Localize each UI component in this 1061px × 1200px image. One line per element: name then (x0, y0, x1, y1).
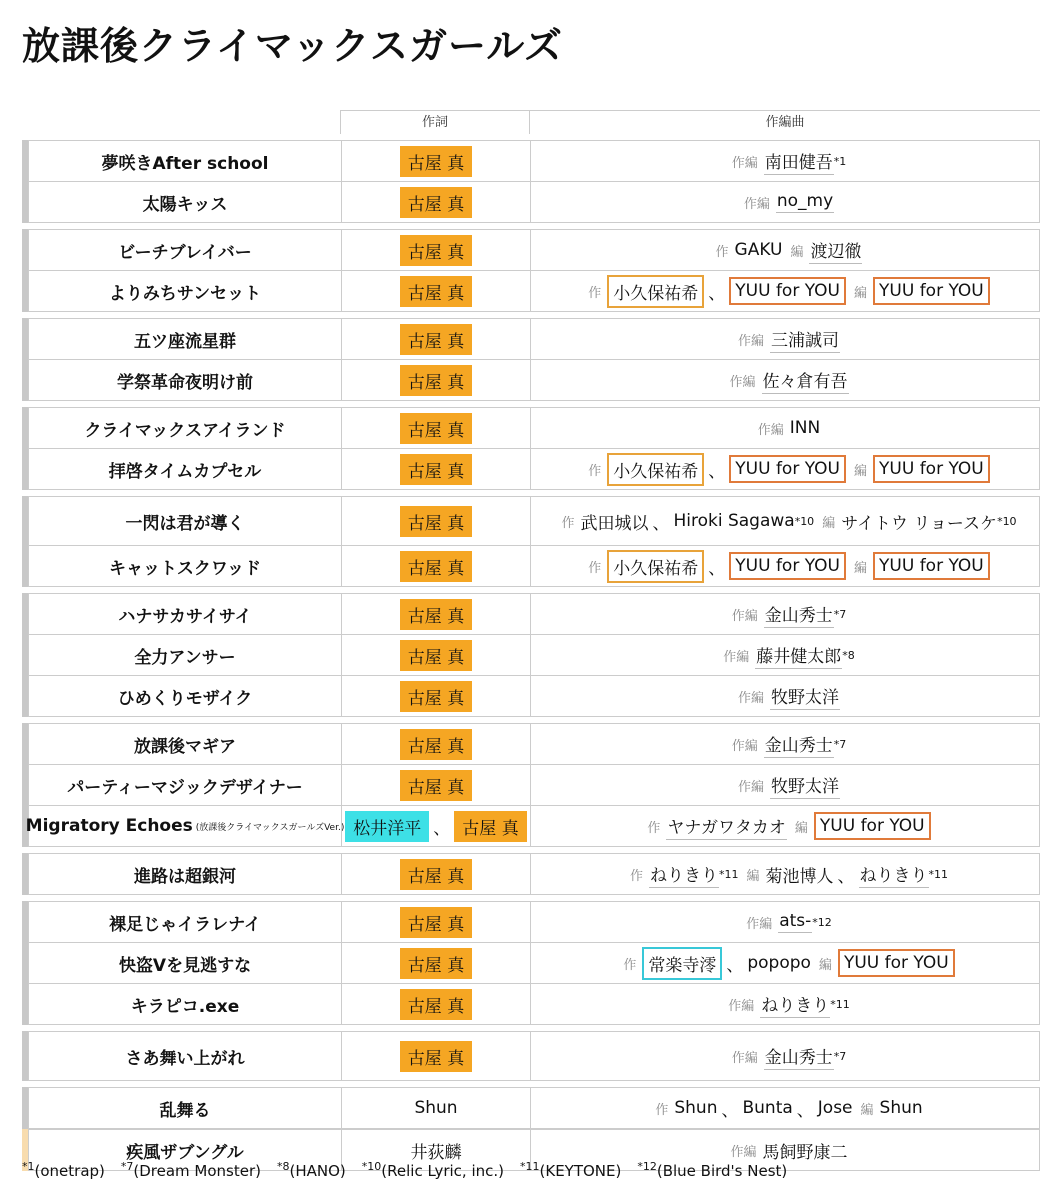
lyricist-cell (341, 182, 530, 222)
song-title: 太陽キッス (142, 194, 228, 215)
composer-name: YUU for YOU (873, 455, 990, 483)
credit-role: 編 (854, 463, 868, 479)
table-row (28, 676, 1040, 717)
credit-role: 作編 (731, 155, 758, 171)
composer-name: Bunta (742, 1098, 793, 1118)
composer-cell (530, 765, 1040, 805)
footnote-mark: *11 (719, 867, 739, 881)
table-row (28, 765, 1040, 806)
lyricist-name: Shun (414, 1098, 458, 1118)
composer-cell (530, 724, 1040, 764)
table-row (28, 546, 1040, 587)
footnote-label: (Relic Lyric, inc.) (381, 1162, 504, 1180)
song-title-cell (28, 182, 341, 222)
composer-name: Jose (817, 1098, 853, 1118)
lyricist-name: 古屋 真 (400, 599, 472, 630)
footnote-mark: *7 (833, 607, 847, 621)
composer-name: YUU for YOU (873, 552, 990, 580)
lyricist-name: 古屋 真 (400, 989, 472, 1020)
composer-cell (530, 806, 1040, 846)
separator: 、 (796, 1100, 814, 1121)
song-title: ビーチブレイバー (118, 242, 252, 263)
credit-role: 作 (715, 244, 729, 260)
separator: 、 (726, 955, 744, 976)
song-title-cell (28, 230, 341, 270)
song-group (22, 723, 1040, 847)
song-title: クライマックスアイランド (84, 420, 286, 441)
table-row (28, 635, 1040, 676)
credit-role: 作 (561, 515, 575, 531)
footnote-mark: *11 (830, 997, 850, 1011)
song-group (22, 593, 1040, 717)
lyricist-name: 古屋 真 (400, 948, 472, 979)
lyricist-cell (341, 943, 530, 983)
composer-name: サイトウ リョースケ (841, 513, 998, 534)
composer-cell (530, 984, 1040, 1024)
separator: 、 (708, 461, 726, 482)
table-row (28, 593, 1040, 635)
lyricist-name: 井荻麟 (410, 1142, 462, 1163)
song-title-cell (28, 408, 341, 448)
lyricist-cell (341, 271, 530, 311)
footnote-mark: *8 (842, 648, 855, 662)
composer-name: 馬飼野康二 (762, 1142, 848, 1163)
composer-name: 小久保祐希 (607, 550, 704, 583)
lyricist-cell (341, 449, 530, 489)
composer-name: Shun (879, 1098, 923, 1118)
footnote-mark: *12 (637, 1160, 657, 1173)
footnote (362, 1162, 504, 1180)
footnote-mark: *7 (833, 1049, 847, 1063)
composer-cell (530, 635, 1040, 675)
composer-cell (530, 1088, 1040, 1128)
song-title-cell (28, 676, 341, 716)
composer-name: 渡辺徹 (809, 237, 862, 264)
credit-role: 作 (588, 285, 602, 301)
composer-name: 藤井健太郎 (755, 642, 842, 669)
composer-cell (530, 182, 1040, 222)
song-title: キラピコ.exe (130, 996, 240, 1017)
composer-name: popopo (747, 953, 811, 973)
composer-name: 小久保祐希 (607, 275, 704, 308)
lyricist-name: 古屋 真 (400, 506, 472, 537)
credit-role: 編 (818, 957, 832, 973)
lyricist-name: 古屋 真 (400, 187, 472, 218)
credit-role: 作 (629, 868, 643, 884)
footnote-mark: *7 (120, 1160, 134, 1173)
song-title: Migratory Echoes (25, 816, 193, 836)
credit-role: 作編 (729, 374, 756, 390)
credit-role: 作編 (737, 333, 764, 349)
composer-name: 牧野太洋 (770, 772, 840, 799)
song-subtitle: (放課後クライマックスガールズVer.) (195, 822, 345, 833)
lyricist-cell (341, 676, 530, 716)
song-title: さあ舞い上がれ (125, 1048, 245, 1069)
credit-role: 編 (746, 868, 760, 884)
composer-cell (530, 497, 1040, 545)
credit-role: 作編 (730, 1144, 757, 1160)
table-row (28, 901, 1040, 943)
song-title: よりみちサンセット (108, 283, 262, 304)
composer-name: 佐々倉有吾 (762, 367, 849, 394)
header-spacer (22, 110, 340, 134)
composer-name: Shun (674, 1098, 718, 1118)
composer-name: 金山秀士 (764, 601, 834, 628)
footnote-mark: *10 (794, 514, 815, 528)
separator: 、 (433, 818, 451, 839)
credit-role: 編 (822, 515, 836, 531)
song-title-cell (28, 635, 341, 675)
footnote-mark: *11 (520, 1160, 540, 1173)
lyricist-name: 古屋 真 (400, 859, 472, 890)
composer-cell (530, 271, 1040, 311)
composer-cell (530, 902, 1040, 942)
lyricist-name: 古屋 真 (454, 811, 526, 842)
composer-name: ヤナガワタカオ (666, 813, 787, 840)
song-title: 乱舞る (159, 1100, 211, 1121)
composer-cell (530, 943, 1040, 983)
footnote (121, 1162, 261, 1180)
lyricist-name: 古屋 真 (400, 365, 472, 396)
credit-role: 作編 (737, 690, 764, 706)
song-group (22, 1087, 1040, 1129)
credit-role: 編 (790, 244, 804, 260)
footnote-label: (Dream Monster) (133, 1162, 262, 1180)
footnote-label: (Blue Bird's Nest) (656, 1162, 788, 1180)
song-title: 拝啓タイムカプセル (108, 461, 262, 482)
song-title-cell (28, 546, 341, 586)
lyricist-name: 古屋 真 (400, 235, 472, 266)
composer-name: 金山秀士 (764, 1043, 834, 1070)
credit-role: 編 (860, 1102, 874, 1118)
lyricist-cell (341, 497, 530, 545)
song-group (22, 1031, 1040, 1081)
song-title-cell (25, 806, 345, 846)
lyricist-name: 古屋 真 (400, 454, 472, 485)
song-title: キャットスクワッド (109, 558, 261, 579)
composer-name: YUU for YOU (729, 455, 846, 483)
credit-role: 作編 (737, 779, 764, 795)
composer-cell (530, 676, 1040, 716)
composer-name: INN (789, 418, 821, 438)
lyricist-name: 古屋 真 (400, 413, 472, 444)
song-title: 一閃は君が導く (125, 513, 245, 534)
composer-name: 三浦誠司 (770, 326, 840, 353)
song-title: 放課後マギア (134, 736, 236, 757)
lyricist-name: 古屋 真 (400, 146, 472, 177)
credit-role: 作編 (728, 998, 755, 1014)
credit-role: 編 (854, 560, 868, 576)
table-row (28, 318, 1040, 360)
footnote-label: (onetrap) (34, 1162, 105, 1180)
lyricist-name: 古屋 真 (400, 681, 472, 712)
footnote-mark: *11 (928, 867, 949, 881)
lyricist-cell (341, 1088, 530, 1128)
song-title-cell (28, 141, 341, 181)
song-group (22, 229, 1040, 312)
composer-name: 菊池博人 (765, 866, 834, 887)
song-title: 裸足じゃイラレナイ (109, 914, 261, 935)
song-title: 学祭革命夜明け前 (117, 372, 253, 393)
song-title: 快盗Vを見逃すな (118, 955, 252, 976)
lyricist-name: 松井洋平 (345, 811, 429, 842)
credit-role: 作 (588, 560, 602, 576)
composer-name: 常楽寺澪 (642, 947, 722, 980)
song-group (22, 853, 1040, 895)
song-title-cell (28, 319, 341, 359)
table-row (28, 723, 1040, 765)
lyricist-cell (341, 408, 530, 448)
credit-role: 作編 (757, 422, 784, 438)
song-title-cell (28, 854, 341, 894)
table-row (28, 271, 1040, 312)
composer-name: ねりきり (760, 991, 830, 1018)
table-row (28, 229, 1040, 271)
song-group (22, 407, 1040, 490)
footnote (277, 1162, 346, 1180)
composer-name: YUU for YOU (873, 277, 990, 305)
table-row (28, 1031, 1040, 1081)
table-row (28, 360, 1040, 401)
footnote-mark: *12 (812, 915, 832, 929)
composer-cell (530, 854, 1040, 894)
song-title-cell (28, 984, 341, 1024)
lyricist-cell (341, 230, 530, 270)
composer-name: no_my (776, 191, 834, 211)
song-title: 五ツ座流星群 (134, 331, 236, 352)
lyricist-name: 古屋 真 (400, 640, 472, 671)
credit-role: 編 (854, 285, 868, 301)
composer-cell (530, 546, 1040, 586)
lyricist-name: 古屋 真 (400, 1041, 472, 1072)
table-row (28, 407, 1040, 449)
composer-name: ats- (779, 911, 812, 931)
table-row (28, 182, 1040, 223)
table-row (28, 943, 1040, 984)
song-title: 夢咲きAfter school (101, 153, 269, 174)
song-title-cell (28, 765, 341, 805)
table-row (28, 496, 1040, 546)
lyricist-name: 古屋 真 (400, 324, 472, 355)
song-title-cell (28, 1088, 341, 1128)
composer-name: 武田城以 (580, 513, 649, 534)
footnote (637, 1162, 787, 1180)
composer-name: YUU for YOU (814, 812, 931, 840)
table-row (28, 984, 1040, 1025)
composer-name: 牧野太洋 (770, 683, 840, 710)
credit-role: 作 (647, 820, 661, 836)
lyricist-name: 古屋 真 (400, 276, 472, 307)
lyricist-cell (341, 546, 530, 586)
composer-cell (530, 319, 1040, 359)
table-row (28, 140, 1040, 182)
lyricist-cell (341, 1032, 530, 1080)
table-header (22, 110, 1040, 134)
separator: 、 (708, 283, 726, 304)
footnote (520, 1162, 621, 1180)
separator: 、 (721, 1100, 739, 1121)
footnote-mark: *10 (361, 1160, 382, 1173)
footnote-mark: *8 (277, 1160, 290, 1173)
composer-name: 金山秀士 (764, 731, 834, 758)
composer-cell (530, 141, 1040, 181)
lyricist-name: 古屋 真 (400, 907, 472, 938)
composer-cell (530, 594, 1040, 634)
footnote-mark: *1 (833, 154, 847, 168)
lyricist-cell (341, 724, 530, 764)
composer-name: GAKU (734, 240, 783, 260)
song-group (22, 318, 1040, 401)
footnote-mark: *1 (22, 1160, 35, 1173)
song-title-cell (28, 594, 341, 634)
song-title-cell (28, 902, 341, 942)
lyricist-name: 古屋 真 (400, 770, 472, 801)
song-title-cell (28, 449, 341, 489)
lyricist-cell (341, 594, 530, 634)
song-title-cell (28, 497, 341, 545)
composer-cell (530, 449, 1040, 489)
footnote (22, 1162, 105, 1180)
credit-role: 作 (655, 1102, 669, 1118)
lyricist-cell (341, 765, 530, 805)
header-composition: 作編曲 (529, 110, 1040, 134)
credit-role: 作編 (723, 649, 750, 665)
song-title: 疾風ザブングル (126, 1142, 244, 1163)
composer-cell (530, 230, 1040, 270)
page-title: 放課後クライマックスガールズ (22, 24, 564, 68)
credit-role: 作編 (731, 608, 758, 624)
song-groups (22, 140, 1040, 1171)
lyricist-cell (341, 635, 530, 675)
composer-cell (530, 360, 1040, 400)
composer-cell (530, 408, 1040, 448)
lyricist-cell (341, 141, 530, 181)
table-row (28, 1087, 1040, 1129)
lyricist-cell (341, 319, 530, 359)
song-title: 進路は超銀河 (134, 866, 236, 887)
composer-cell (530, 1032, 1040, 1080)
header-lyrics: 作詞 (340, 110, 529, 134)
composer-name: 南田健吾 (764, 148, 834, 175)
lyricist-name: 古屋 真 (400, 551, 472, 582)
song-title-cell (28, 1032, 341, 1080)
footnotes (22, 1160, 803, 1180)
table-row (25, 806, 1040, 847)
song-title-cell (28, 943, 341, 983)
composer-name: ねりきり (649, 861, 719, 888)
composer-name: YUU for YOU (838, 949, 955, 977)
footnote-label: (KEYTONE) (539, 1162, 622, 1180)
song-title: ひめくりモザイク (117, 688, 253, 709)
credit-role: 作編 (743, 196, 770, 212)
credit-role: 作 (623, 957, 637, 973)
footnote-label: (HANO) (289, 1162, 346, 1180)
composer-name: 小久保祐希 (607, 453, 704, 486)
credit-role: 編 (794, 820, 808, 836)
lyricist-cell (341, 854, 530, 894)
credits-table (22, 110, 1040, 1171)
separator: 、 (652, 513, 670, 534)
credit-role: 作編 (731, 738, 758, 754)
lyricist-cell (341, 360, 530, 400)
credit-role: 作 (588, 463, 602, 479)
song-group (22, 140, 1040, 223)
song-title-cell (28, 724, 341, 764)
song-group (22, 496, 1040, 587)
lyricist-cell (341, 806, 530, 846)
credit-role: 作編 (746, 916, 773, 932)
credit-role: 作編 (731, 1050, 758, 1066)
song-title: ハナサカサイサイ (118, 606, 252, 627)
lyricist-name: 古屋 真 (400, 729, 472, 760)
song-group (22, 901, 1040, 1025)
composer-name: YUU for YOU (729, 277, 846, 305)
footnote-mark: *10 (997, 514, 1017, 528)
song-title: パーティーマジックデザイナー (67, 777, 303, 798)
song-title-cell (28, 271, 341, 311)
lyricist-cell (341, 902, 530, 942)
table-row (28, 449, 1040, 490)
separator: 、 (837, 866, 855, 887)
song-title: 全力アンサー (134, 647, 236, 668)
footnote-mark: *7 (833, 737, 847, 751)
composer-name: ねりきり (859, 861, 929, 888)
song-title-cell (28, 360, 341, 400)
composer-name: YUU for YOU (729, 552, 846, 580)
composer-name: Hiroki Sagawa (673, 511, 795, 531)
lyricist-cell (341, 984, 530, 1024)
separator: 、 (708, 558, 726, 579)
table-row (28, 853, 1040, 895)
